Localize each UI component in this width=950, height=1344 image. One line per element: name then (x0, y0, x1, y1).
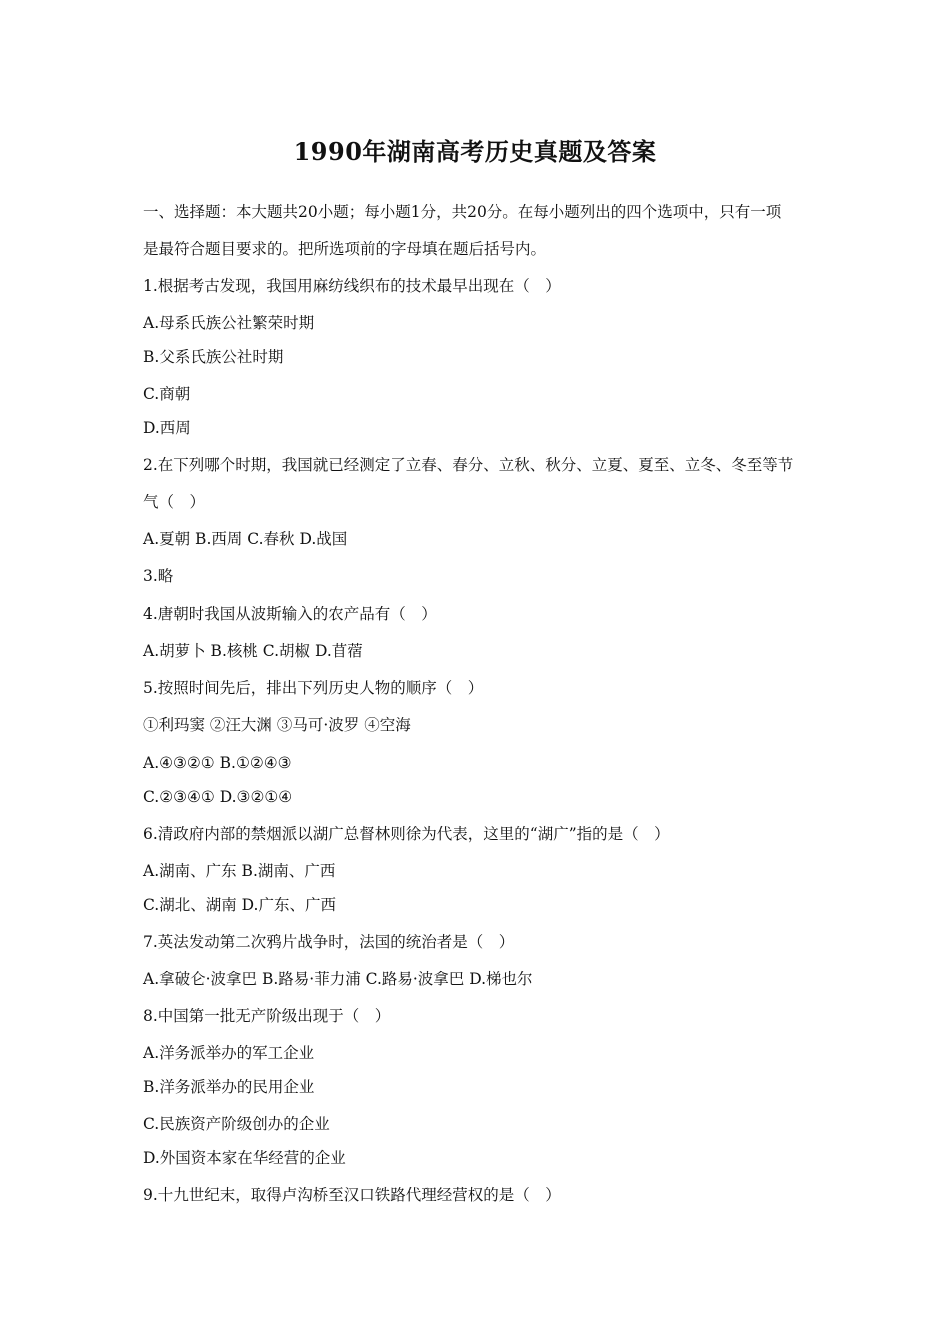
q5-options-cd: C.②③④① D.③②①④ (143, 788, 293, 806)
question-4: 4.唐朝时我国从波斯输入的农产品有（ ） (143, 605, 437, 623)
q1-option-d: D.西周 (143, 419, 191, 437)
q2-options: A.夏朝 B.西周 C.春秋 D.战国 (143, 530, 348, 548)
question-8: 8.中国第一批无产阶级出现于（ ） (143, 1007, 391, 1025)
question-6: 6.清政府内部的禁烟派以湖广总督林则徐为代表，这里的“湖广”指的是（ ） (143, 825, 670, 843)
question-7: 7.英法发动第二次鸦片战争时，法国的统治者是（ ） (143, 933, 515, 951)
document-title: 1990年湖南高考历史真题及答案 (293, 137, 657, 166)
question-3: 3.略 (143, 567, 174, 585)
q6-options-cd: C.湖北、湖南 D.广东、广西 (143, 896, 336, 914)
instruction-line-1: 一、选择题：本大题共20小题；每小题1分，共20分。在每小题列出的四个选项中，只有一项 (143, 203, 782, 221)
q5-items: ①利玛窦 ②汪大渊 ③马可·波罗 ④空海 (143, 716, 411, 734)
q1-option-c: C.商朝 (143, 385, 191, 403)
question-5: 5.按照时间先后，排出下列历史人物的顺序（ ） (143, 679, 484, 697)
q4-options: A.胡萝卜 B.核桃 C.胡椒 D.苜蓿 (143, 642, 363, 660)
question-2: 2.在下列哪个时期，我国就已经测定了立春、春分、立秋、秋分、立夏、夏至、立冬、冬至等节 (143, 456, 794, 474)
q8-option-a: A.洋务派举办的军工企业 (143, 1044, 315, 1062)
question-9: 9.十九世纪末，取得卢沟桥至汉口铁路代理经营权的是（ ） (143, 1186, 561, 1204)
q8-option-d: D.外国资本家在华经营的企业 (143, 1149, 346, 1167)
q1-option-b: B.父系氏族公社时期 (143, 348, 284, 366)
q8-option-b: B.洋务派举办的民用企业 (143, 1078, 315, 1096)
instruction-line-2: 是最符合题目要求的。把所选项前的字母填在题后括号内。 (143, 240, 547, 258)
q7-options: A.拿破仑·波拿巴 B.路易·菲力浦 C.路易·波拿巴 D.梯也尔 (143, 970, 533, 988)
question-1: 1.根据考古发现，我国用麻纺线织布的技术最早出现在（ ） (143, 277, 561, 295)
q8-option-c: C.民族资产阶级创办的企业 (143, 1115, 330, 1133)
q6-options-ab: A.湖南、广东 B.湖南、广西 (143, 862, 336, 880)
q1-option-a: A.母系氏族公社繁荣时期 (143, 314, 315, 332)
q5-options-ab: A.④③②① B.①②④③ (143, 754, 292, 772)
question-2-cont: 气（ ） (143, 493, 206, 511)
